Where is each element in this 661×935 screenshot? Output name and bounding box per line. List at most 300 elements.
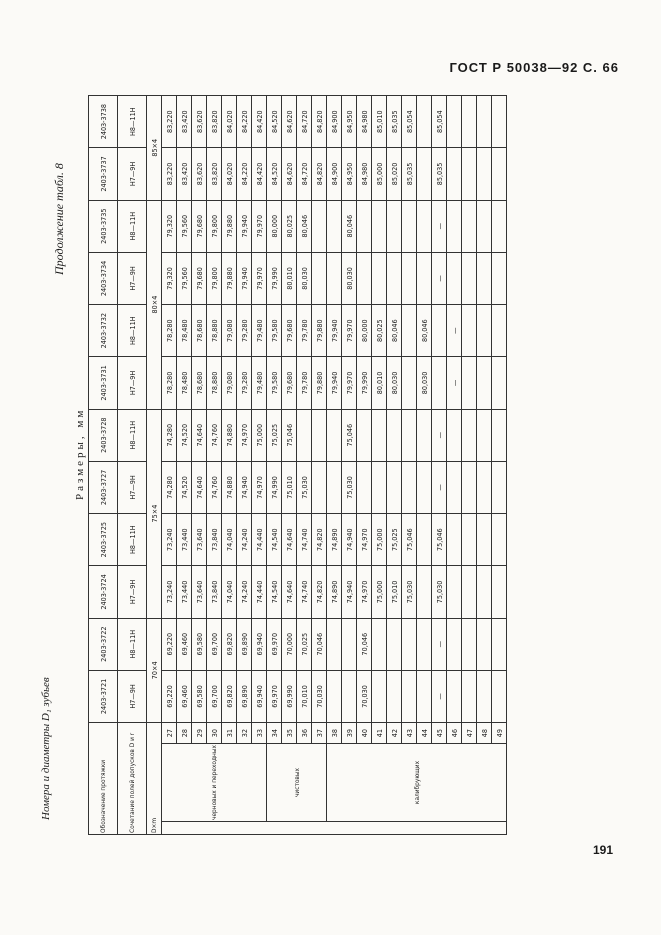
tolerance-cell: H8—11H bbox=[118, 618, 147, 670]
diameter-cell: 74,520 bbox=[177, 461, 192, 513]
diameter-cell: 74,970 bbox=[357, 514, 372, 566]
diameter-cell: 74,040 bbox=[222, 566, 237, 618]
code-cell: 2403-3738 bbox=[89, 96, 118, 148]
diameter-cell: 74,940 bbox=[237, 461, 252, 513]
diameter-cell bbox=[417, 566, 432, 618]
diameter-cell: 85,035 bbox=[387, 96, 402, 148]
tolerance-cell: H8—11H bbox=[118, 305, 147, 357]
tooth-number: 37 bbox=[312, 723, 327, 744]
table-row bbox=[192, 96, 207, 835]
diameter-cell: 69,460 bbox=[177, 670, 192, 722]
tooth-number: 38 bbox=[327, 723, 342, 744]
diameter-cell: 75,030 bbox=[342, 461, 357, 513]
diameter-cell: 69,820 bbox=[222, 618, 237, 670]
diameter-cell: 80,025 bbox=[282, 200, 297, 252]
diameter-cell: 80,046 bbox=[417, 305, 432, 357]
diameter-cell: 74,820 bbox=[312, 514, 327, 566]
code-cell: 2403-3731 bbox=[89, 357, 118, 409]
diameter-cell: 73,440 bbox=[177, 514, 192, 566]
diameter-cell: 74,520 bbox=[177, 409, 192, 461]
table-row bbox=[477, 96, 492, 835]
diameter-cell: 78,480 bbox=[177, 305, 192, 357]
diameter-cell: 79,880 bbox=[222, 200, 237, 252]
diameter-cell: 74,640 bbox=[192, 461, 207, 513]
tooth-number: 40 bbox=[357, 723, 372, 744]
diameter-cell: 79,680 bbox=[282, 305, 297, 357]
tooth-number: 46 bbox=[447, 723, 462, 744]
diameter-cell bbox=[462, 566, 477, 618]
diameter-cell bbox=[462, 409, 477, 461]
diameter-cell: 75,030 bbox=[297, 461, 312, 513]
diameter-cell bbox=[327, 200, 342, 252]
diameter-cell: 74,280 bbox=[162, 409, 177, 461]
diameter-cell: 79,880 bbox=[222, 252, 237, 304]
table-row bbox=[372, 96, 387, 835]
code-cell: 2403-3737 bbox=[89, 148, 118, 200]
diameter-cell: 75,000 bbox=[372, 514, 387, 566]
diameter-cell: 69,580 bbox=[192, 618, 207, 670]
table-row bbox=[312, 96, 327, 835]
diameter-cell: 74,640 bbox=[282, 514, 297, 566]
page-number: 191 bbox=[592, 843, 613, 857]
diameter-cell: 74,040 bbox=[222, 514, 237, 566]
diameter-cell: 84,220 bbox=[237, 148, 252, 200]
diameter-cell: 74,820 bbox=[312, 566, 327, 618]
tooth-number: 30 bbox=[207, 723, 222, 744]
tolerance-cell: H7—9H bbox=[118, 357, 147, 409]
table-row bbox=[492, 96, 507, 835]
diameter-cell: 85,020 bbox=[387, 148, 402, 200]
diameter-cell: 74,440 bbox=[252, 514, 267, 566]
diameter-cell bbox=[387, 618, 402, 670]
diameter-cell: 83,420 bbox=[177, 148, 192, 200]
diameter-cell bbox=[357, 200, 372, 252]
diameter-cell bbox=[492, 96, 507, 148]
diameter-cell: 79,940 bbox=[327, 357, 342, 409]
diameter-cell bbox=[492, 566, 507, 618]
diameter-cell: 75,046 bbox=[432, 514, 447, 566]
diameter-cell bbox=[417, 409, 432, 461]
diameter-cell bbox=[417, 200, 432, 252]
tooth-number: 31 bbox=[222, 723, 237, 744]
diameter-cell bbox=[417, 514, 432, 566]
diameter-cell bbox=[387, 670, 402, 722]
tooth-number: 29 bbox=[192, 723, 207, 744]
diameter-cell: 80,030 bbox=[417, 357, 432, 409]
diameter-cell bbox=[402, 305, 417, 357]
diameter-cell: — bbox=[432, 670, 447, 722]
diameter-cell bbox=[462, 305, 477, 357]
diameter-cell: 79,560 bbox=[177, 200, 192, 252]
diameter-cell: 70,030 bbox=[357, 670, 372, 722]
diameter-cell bbox=[357, 409, 372, 461]
diameter-cell bbox=[447, 461, 462, 513]
diameter-cell: 70,010 bbox=[297, 670, 312, 722]
diameter-cell bbox=[477, 670, 492, 722]
diameter-cell bbox=[492, 461, 507, 513]
diameter-cell: 75,030 bbox=[402, 566, 417, 618]
diameter-cell: 79,480 bbox=[252, 357, 267, 409]
diameter-cell bbox=[462, 357, 477, 409]
diameter-cell bbox=[477, 96, 492, 148]
diameter-cell: 78,880 bbox=[207, 357, 222, 409]
diameter-cell: 79,940 bbox=[237, 252, 252, 304]
diameter-cell bbox=[447, 409, 462, 461]
diameter-cell bbox=[402, 409, 417, 461]
diameter-cell: 75,000 bbox=[252, 409, 267, 461]
table-row bbox=[162, 96, 177, 835]
diameter-cell: 78,680 bbox=[192, 357, 207, 409]
diameter-cell: 79,800 bbox=[207, 200, 222, 252]
diameter-cell: 79,780 bbox=[297, 357, 312, 409]
diameter-cell: 75,025 bbox=[267, 409, 282, 461]
diameter-cell bbox=[372, 200, 387, 252]
diameter-cell: 84,950 bbox=[342, 96, 357, 148]
diameter-cell: 80,010 bbox=[282, 252, 297, 304]
diameter-cell: 84,020 bbox=[222, 148, 237, 200]
diameter-cell: 69,820 bbox=[222, 670, 237, 722]
diameter-cell: 69,220 bbox=[162, 670, 177, 722]
table-row bbox=[387, 96, 402, 835]
diameter-cell bbox=[312, 461, 327, 513]
tooth-number: 45 bbox=[432, 723, 447, 744]
diameter-cell bbox=[492, 305, 507, 357]
diameter-cell bbox=[387, 252, 402, 304]
diameter-cell: 84,520 bbox=[267, 96, 282, 148]
diameter-cell bbox=[417, 96, 432, 148]
diameter-cell bbox=[387, 409, 402, 461]
diameter-cell: 75,046 bbox=[342, 409, 357, 461]
tolerance-cell: H7—9H bbox=[118, 148, 147, 200]
diameter-cell: 79,940 bbox=[327, 305, 342, 357]
table-row bbox=[297, 96, 312, 835]
diameter-cell: 79,480 bbox=[252, 305, 267, 357]
diameter-cell bbox=[462, 252, 477, 304]
diameter-cell bbox=[417, 148, 432, 200]
diameter-cell: 79,280 bbox=[237, 305, 252, 357]
diameter-cell bbox=[402, 252, 417, 304]
diameter-cell: 80,030 bbox=[342, 252, 357, 304]
diameter-cell: 79,970 bbox=[342, 357, 357, 409]
dxm-value: 85×4 bbox=[147, 96, 162, 201]
tooth-number: 36 bbox=[297, 723, 312, 744]
diameter-cell: 80,046 bbox=[297, 200, 312, 252]
diameter-cell bbox=[477, 305, 492, 357]
table-row bbox=[252, 96, 267, 835]
diameter-cell: 75,046 bbox=[282, 409, 297, 461]
diameter-cell: 83,820 bbox=[207, 148, 222, 200]
diameter-cell: 84,220 bbox=[237, 96, 252, 148]
diameter-cell bbox=[312, 200, 327, 252]
table-row bbox=[177, 96, 192, 835]
code-cell: 2403-3725 bbox=[89, 514, 118, 566]
diameter-cell: 75,025 bbox=[387, 514, 402, 566]
diameter-cell: 74,280 bbox=[162, 461, 177, 513]
diameter-cell: 75,030 bbox=[432, 566, 447, 618]
diameter-cell: 74,880 bbox=[222, 461, 237, 513]
table-row bbox=[447, 96, 462, 835]
code-cell: 2403-3727 bbox=[89, 461, 118, 513]
diameter-cell: 84,900 bbox=[327, 148, 342, 200]
diameter-cell bbox=[402, 200, 417, 252]
diameter-cell: 78,280 bbox=[162, 305, 177, 357]
table-row bbox=[432, 96, 447, 835]
diameter-cell bbox=[372, 409, 387, 461]
diameter-cell: 84,820 bbox=[312, 148, 327, 200]
table-row bbox=[282, 96, 297, 835]
diameter-cell: 78,280 bbox=[162, 357, 177, 409]
diameter-cell: 74,640 bbox=[282, 566, 297, 618]
diameter-cell: 85,035 bbox=[432, 148, 447, 200]
diameter-cell: 83,820 bbox=[207, 96, 222, 148]
diameter-cell: 74,740 bbox=[297, 566, 312, 618]
diameter-cell: 69,220 bbox=[162, 618, 177, 670]
designation-header: Обозначение протяжки bbox=[89, 723, 118, 835]
diameter-cell: 69,700 bbox=[207, 618, 222, 670]
tolerance-header: Сочетание полей допусков D и r bbox=[118, 723, 147, 835]
diameter-cell: 73,640 bbox=[192, 514, 207, 566]
diameter-cell bbox=[462, 200, 477, 252]
tooth-number: 47 bbox=[462, 723, 477, 744]
tolerance-cell: H8—11H bbox=[118, 409, 147, 461]
diameter-cell: 74,890 bbox=[327, 514, 342, 566]
diameter-cell: — bbox=[432, 252, 447, 304]
diameter-cell: 70,025 bbox=[297, 618, 312, 670]
document-header: ГОСТ Р 50038—92 С. 66 bbox=[449, 60, 619, 75]
diameter-cell bbox=[477, 200, 492, 252]
diameter-cell: 69,460 bbox=[177, 618, 192, 670]
diameter-cell: 74,740 bbox=[297, 514, 312, 566]
diameter-cell bbox=[417, 670, 432, 722]
diameter-cell: 73,840 bbox=[207, 566, 222, 618]
diameter-cell: 79,320 bbox=[162, 252, 177, 304]
diameter-cell: 84,620 bbox=[282, 96, 297, 148]
diameter-cell bbox=[417, 461, 432, 513]
tolerance-cell: H8—11H bbox=[118, 514, 147, 566]
diameter-cell: 74,440 bbox=[252, 566, 267, 618]
tooth-number: 42 bbox=[387, 723, 402, 744]
diameter-cell: 84,720 bbox=[297, 148, 312, 200]
diameter-cell: — bbox=[447, 357, 462, 409]
table-row bbox=[327, 96, 342, 835]
diameter-cell: 79,680 bbox=[282, 357, 297, 409]
diameter-cell: 84,980 bbox=[357, 148, 372, 200]
diameter-cell: 84,950 bbox=[342, 148, 357, 200]
diameter-cell bbox=[492, 618, 507, 670]
diameter-cell: 80,030 bbox=[297, 252, 312, 304]
diameter-cell: 79,580 bbox=[267, 305, 282, 357]
diameter-cell bbox=[402, 357, 417, 409]
diameter-cell bbox=[462, 96, 477, 148]
diameter-cell bbox=[327, 461, 342, 513]
diameter-cell bbox=[372, 670, 387, 722]
diameter-cell: 74,940 bbox=[342, 514, 357, 566]
diameter-cell: 79,320 bbox=[162, 200, 177, 252]
diameter-cell: 69,890 bbox=[237, 670, 252, 722]
code-cell: 2403-3722 bbox=[89, 618, 118, 670]
tolerance-cell: H8—11H bbox=[118, 200, 147, 252]
diameter-cell: 84,620 bbox=[282, 148, 297, 200]
tooth-number: 41 bbox=[372, 723, 387, 744]
diameter-cell bbox=[297, 409, 312, 461]
diameter-cell bbox=[402, 461, 417, 513]
diameter-cell: 69,890 bbox=[237, 618, 252, 670]
units-caption: Размеры, мм bbox=[74, 407, 86, 500]
diameter-cell: 70,000 bbox=[282, 618, 297, 670]
diameter-cell: 69,700 bbox=[207, 670, 222, 722]
diameter-cell: — bbox=[432, 200, 447, 252]
diameter-cell: 79,800 bbox=[207, 252, 222, 304]
diameter-cell bbox=[477, 357, 492, 409]
code-cell: 2403-3728 bbox=[89, 409, 118, 461]
diameter-cell: 79,880 bbox=[312, 305, 327, 357]
dxm-value: 75×4 bbox=[147, 409, 162, 618]
group-label: черновых и переходных bbox=[162, 744, 267, 822]
diameter-cell bbox=[492, 200, 507, 252]
diameter-cell bbox=[462, 670, 477, 722]
tolerance-cell: H7—9H bbox=[118, 670, 147, 722]
diameter-cell: 84,900 bbox=[327, 96, 342, 148]
diameter-cell: 79,940 bbox=[237, 200, 252, 252]
diameter-cell bbox=[417, 252, 432, 304]
diameter-cell: 75,010 bbox=[282, 461, 297, 513]
diameter-cell: 83,620 bbox=[192, 148, 207, 200]
diameter-cell: 83,220 bbox=[162, 148, 177, 200]
diameter-cell: — bbox=[432, 409, 447, 461]
diameter-cell bbox=[372, 618, 387, 670]
diameter-cell: 75,046 bbox=[402, 514, 417, 566]
diameter-cell bbox=[447, 514, 462, 566]
diameter-cell: 79,080 bbox=[222, 357, 237, 409]
diameter-cell: 69,970 bbox=[267, 618, 282, 670]
diameter-cell: 80,025 bbox=[372, 305, 387, 357]
diameter-cell bbox=[387, 461, 402, 513]
diameter-cell: 83,620 bbox=[192, 96, 207, 148]
tolerance-cell: H7—9H bbox=[118, 252, 147, 304]
group-label: калибрующих bbox=[327, 744, 507, 822]
diameter-cell bbox=[432, 357, 447, 409]
diameter-cell: 74,240 bbox=[237, 514, 252, 566]
diameter-cell: 79,970 bbox=[252, 200, 267, 252]
diameter-cell: 73,440 bbox=[177, 566, 192, 618]
code-cell: 2403-3734 bbox=[89, 252, 118, 304]
diameter-cell: 85,035 bbox=[402, 148, 417, 200]
diameter-cell: 74,990 bbox=[267, 461, 282, 513]
diameter-cell bbox=[447, 148, 462, 200]
tolerance-cell: H8—11H bbox=[118, 96, 147, 148]
diameter-cell: 78,680 bbox=[192, 305, 207, 357]
tooth-number: 49 bbox=[492, 723, 507, 744]
diameter-cell: 69,940 bbox=[252, 618, 267, 670]
diameter-cell bbox=[327, 252, 342, 304]
diameter-cell bbox=[492, 357, 507, 409]
diameter-cell bbox=[357, 461, 372, 513]
diameter-cell: 74,970 bbox=[237, 409, 252, 461]
table-row bbox=[402, 96, 417, 835]
diameter-cell bbox=[447, 96, 462, 148]
diameter-cell: 84,520 bbox=[267, 148, 282, 200]
diameter-cell bbox=[402, 670, 417, 722]
diameter-cell bbox=[447, 200, 462, 252]
diameter-cell: 69,990 bbox=[282, 670, 297, 722]
diameter-cell: 79,780 bbox=[297, 305, 312, 357]
diameter-cell: 84,980 bbox=[357, 96, 372, 148]
diameter-cell bbox=[477, 566, 492, 618]
diameter-cell bbox=[477, 618, 492, 670]
diameter-cell: 74,540 bbox=[267, 514, 282, 566]
diameter-cell bbox=[327, 409, 342, 461]
diameter-cell: 83,220 bbox=[162, 96, 177, 148]
diameter-cell: 80,046 bbox=[342, 200, 357, 252]
diameter-cell: 74,640 bbox=[192, 409, 207, 461]
diameter-cell bbox=[417, 618, 432, 670]
group-label: чистовых bbox=[267, 744, 327, 822]
diameter-cell: 79,580 bbox=[267, 357, 282, 409]
diameter-cell: 74,240 bbox=[237, 566, 252, 618]
diameter-cell: 85,000 bbox=[372, 148, 387, 200]
diameter-cell bbox=[447, 618, 462, 670]
diameter-cell: 78,880 bbox=[207, 305, 222, 357]
diameter-cell: 85,054 bbox=[402, 96, 417, 148]
diameter-cell bbox=[447, 670, 462, 722]
diameter-cell bbox=[477, 252, 492, 304]
diameter-cell bbox=[462, 461, 477, 513]
diameter-cell: 80,046 bbox=[387, 305, 402, 357]
diameter-cell: 79,080 bbox=[222, 305, 237, 357]
tooth-number: 48 bbox=[477, 723, 492, 744]
diameter-cell: — bbox=[432, 618, 447, 670]
diameter-cell: 79,970 bbox=[342, 305, 357, 357]
diameter-cell bbox=[402, 618, 417, 670]
diameter-cell bbox=[477, 514, 492, 566]
table-row bbox=[222, 96, 237, 835]
diameter-cell: 70,030 bbox=[312, 670, 327, 722]
dxm-value: 80×4 bbox=[147, 200, 162, 409]
diameter-cell: 73,240 bbox=[162, 514, 177, 566]
tooth-number: 39 bbox=[342, 723, 357, 744]
diameter-cell: 79,560 bbox=[177, 252, 192, 304]
diameter-cell: 74,940 bbox=[342, 566, 357, 618]
diameter-cell bbox=[462, 618, 477, 670]
diameter-cell bbox=[462, 148, 477, 200]
tooth-number: 35 bbox=[282, 723, 297, 744]
code-cell: 2403-3721 bbox=[89, 670, 118, 722]
diameter-cell: 84,720 bbox=[297, 96, 312, 148]
diameter-cell: 85,054 bbox=[432, 96, 447, 148]
diameter-cell bbox=[372, 252, 387, 304]
diameter-cell: 84,420 bbox=[252, 96, 267, 148]
diameter-cell bbox=[492, 514, 507, 566]
diameter-cell: 74,970 bbox=[357, 566, 372, 618]
table-row bbox=[462, 96, 477, 835]
diameter-cell: 79,880 bbox=[312, 357, 327, 409]
diameter-cell: 69,970 bbox=[267, 670, 282, 722]
tooth-number: 28 bbox=[177, 723, 192, 744]
tooth-number: 27 bbox=[162, 723, 177, 744]
table-row bbox=[267, 96, 282, 835]
tooth-number: 33 bbox=[252, 723, 267, 744]
diameter-cell: 73,240 bbox=[162, 566, 177, 618]
diameter-cell: 70,046 bbox=[357, 618, 372, 670]
diameter-cell: 69,940 bbox=[252, 670, 267, 722]
diameter-cell: 79,680 bbox=[192, 200, 207, 252]
diameter-cell bbox=[372, 461, 387, 513]
table-row bbox=[207, 96, 222, 835]
diameter-cell: 73,840 bbox=[207, 514, 222, 566]
table-row bbox=[237, 96, 252, 835]
diameter-cell: 80,030 bbox=[387, 357, 402, 409]
diameter-cell: 78,480 bbox=[177, 357, 192, 409]
